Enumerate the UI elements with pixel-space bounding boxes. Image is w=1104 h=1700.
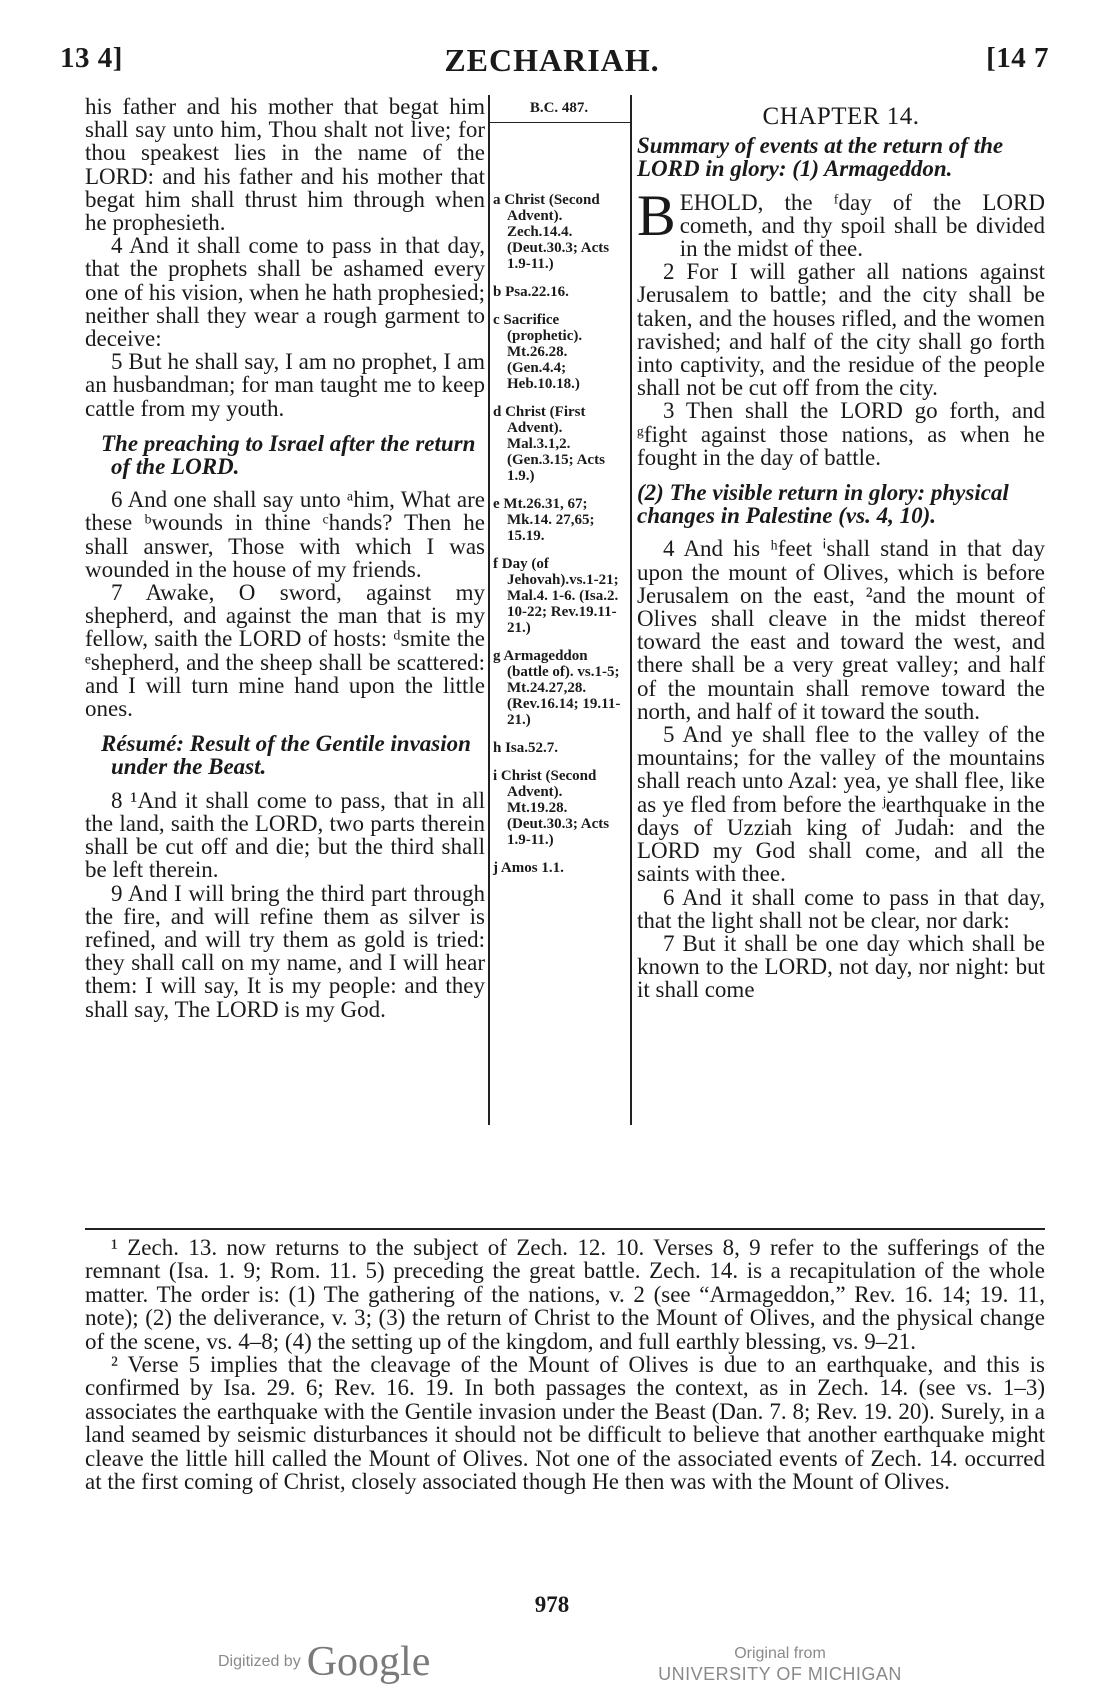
- verse-7-ch14: 7 But it shall be one day which shall be known to the LORD, not day, nor night: but it shall come: [637, 930, 1045, 1003]
- margin-note-g: g Armageddon (battle of). vs.1-5; Mt.24.27,28. (Rev.16.14; 19.11-21.): [493, 648, 621, 728]
- date-label: B.C. 487.: [529, 100, 589, 116]
- footnotes: [85, 1236, 1045, 1493]
- running-head-left: 13 4]: [60, 42, 123, 74]
- column-rule-left: [488, 95, 490, 1125]
- original-from-watermark: [655, 1643, 905, 1685]
- section-heading-preaching: The preaching to Israel after the return of the LORD.: [101, 430, 476, 480]
- university-label: UNIVERSITY OF MICHIGAN: [658, 1664, 902, 1684]
- verse-1: [637, 182, 1045, 262]
- verse-2: 2 For I will gather all nations against Jerusalem to battle; and the city shall be taken, and the houses rifled, and the women ravished; and half of the city shall go forth into captivity, and the residue of the people shall not be cut off from the city.: [637, 259, 1045, 401]
- verse-1-text: EHOLD, the ᶠday of the LORD cometh, and thy spoil shall be divided in the midst of thee.: [679, 189, 1045, 262]
- margin-note-h: h Isa.52.7.: [493, 740, 559, 756]
- digitized-by-watermark: [218, 1638, 430, 1686]
- margin-note-j: j Amos 1.1.: [493, 860, 564, 876]
- verse-8: 8 ¹And it shall come to pass, that in all the land, saith the LORD, two parts therein shall be cut off and die; but the third shall be left therein.: [85, 787, 485, 883]
- footnote-rule: [85, 1228, 1045, 1230]
- margin-references: [493, 100, 625, 876]
- margin-note-f: f Day (of Jehovah).vs.1-21; Mal.4. 1-6. (Isa.2. 10-22; Rev.19.11-21.): [493, 556, 619, 636]
- verse-4-ch14: 4 And his ʰfeet ⁱshall stand in that day upon the mount of Olives, which is before Jerusalem on the east, ²and the mount of Olives shall cleave in the midst thereof toward the east and toward the west, and there shall be a very great valley; and half of the mountain shall remove toward the north, and half of it toward the south.: [637, 536, 1045, 724]
- margin-note-c: c Sacrifice (prophetic). Mt.26.28. (Gen.4.4; Heb.10.18.): [493, 312, 583, 392]
- verse-4: 4 And it shall come to pass in that day, that the prophets shall be ashamed every one of his vision, when he hath prophesied; neither shall they wear a rough garment to deceive:: [85, 233, 485, 352]
- column-rule-right: [630, 95, 632, 1125]
- margin-note-b: b Psa.22.16.: [493, 284, 569, 300]
- drop-cap: B: [637, 182, 676, 248]
- page-number: 978: [534, 1592, 570, 1617]
- running-head-right: [14 7: [986, 42, 1049, 74]
- verse-9: 9 And I will bring the third part through the fire, and will refine them as silver is refined, and will try them as gold is tried: they shall call on my name, and I will hear them: I will say, It is my people: and they shall say, The LORD is my God.: [85, 880, 485, 1022]
- margin-note-d: d Christ (First Advent). Mal.3.1,2. (Gen.3.15; Acts 1.9.): [493, 404, 605, 484]
- section-heading-resume: Résumé: Result of the Gentile invasion under the Beast.: [101, 731, 471, 780]
- original-from-label: Original from: [734, 1645, 826, 1662]
- chapter-heading: CHAPTER 14.: [762, 103, 920, 130]
- chapter-summary: Summary of events at the return of the LORD in glory: (1) Armageddon.: [637, 133, 1004, 182]
- margin-note-e: e Mt.26.31, 67; Mk.14. 27,65; 15.19.: [493, 496, 595, 544]
- verse-5-ch14: 5 And ye shall flee to the valley of the mountains; for the valley of the mountains shall reach unto Azal: yea, ye shall flee, like as ye fled from before the ʲearthquake in the days of Uzziah king of Judah: and the LORD my God shall come, and all the saints with thee.: [637, 722, 1045, 887]
- digitized-label: Digitized by: [218, 1653, 301, 1670]
- verse-6: 6 And one shall say unto ᵃhim, What are these ᵇwounds in thine ᶜhands? Then he shall answer, Those with which I was wounded in the house of my friends.: [85, 487, 485, 582]
- margin-note-a: a Christ (Second Advent). Zech.14.4. (Deut.30.3; Acts 1.9-11.): [493, 192, 610, 272]
- verse-3: 3 Then shall the LORD go forth, and ᵍfight against those nations, as when he fought in the day of battle.: [637, 398, 1045, 470]
- margin-note-i: i Christ (Second Advent). Mt.19.28. (Deut.30.3; Acts 1.9-11.): [493, 768, 610, 848]
- running-head-title: ZECHARIAH.: [444, 42, 660, 78]
- verse-7: 7 Awake, O sword, against my shepherd, and against the man that is my fellow, saith the LORD of hosts: ᵈsmite the ᵉshepherd, and the sheep shall be scattered: and I will turn mine hand upon the little ones.: [85, 580, 485, 722]
- left-text-column: [85, 95, 485, 1021]
- verse-5: 5 But he shall say, I am no prophet, I am an husbandman; for man taught me to keep cattle from my youth.: [85, 349, 485, 421]
- google-logo: Google: [306, 1639, 431, 1685]
- section-heading-visible-return: (2) The visible return in glory: physical changes in Palestine (vs. 4, 10).: [637, 480, 1009, 529]
- verse-3-continued: his father and his mother that begat him shall say unto him, Thou shalt not live; for thou speakest lies in the name of the LORD: and his father and his mother that begat him shall thrust him through when he prophesieth.: [85, 94, 485, 236]
- right-text-column: [637, 95, 1045, 1002]
- footnote-2: ² Verse 5 implies that the cleavage of the Mount of Olives is due to an earthquake, and this is confirmed by Isa. 29. 6; Rev. 16. 19. In both passages the context, as in Zech. 14. (see vs. 1–3) associates the earthquake with the Gentile invasion under the Beast (Dan. 7. 8; Rev. 19. 20). Surely, in a land seamed by seismic disturbances it should not be difficult to believe that another earthquake might cleave the little hill called the Mount of Olives. Not one of the associated events of Zech. 14. occurred at the first coming of Christ, closely associated though He then was with the Mount of Olives.: [85, 1352, 1045, 1495]
- footnote-1: ¹ Zech. 13. now returns to the subject of Zech. 12. 10. Verses 8, 9 refer to the sufferings of the remnant (Isa. 1. 9; Rom. 11. 5) preceding the great battle. Zech. 14. is a recapitulation of the whole matter. The order is: (1) The gathering of the nations, v. 2 (see “Armageddon,” Rev. 16. 14; 19. 11, note); (2) the deliverance, v. 3; (3) the return of Christ to the Mount of Olives, and the physical change of the scene, vs. 4–8; (4) the setting up of the kingdom, and full earthly blessing, vs. 9–21.: [85, 1235, 1045, 1354]
- verse-6-ch14: 6 And it shall come to pass in that day, that the light shall not be clear, nor dark:: [637, 884, 1045, 933]
